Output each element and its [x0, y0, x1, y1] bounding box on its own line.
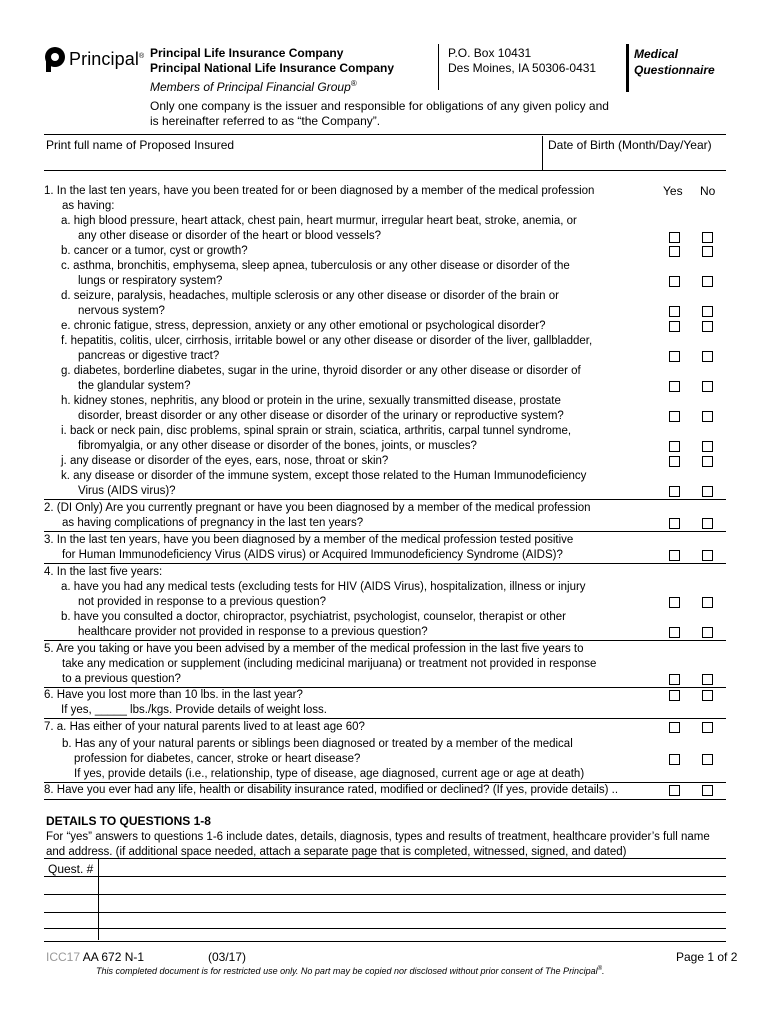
question-q1f-line-1: f. hepatitis, colitis, ulcer, cirrhosis, irritable bowel or any other disease or disorder of the liver, gallbladder, [61, 335, 593, 347]
question-q1a [44, 214, 656, 244]
question-q5-line-3: to a previous question? [62, 673, 181, 685]
question-q1i [44, 424, 656, 454]
q1j-no-checkbox[interactable] [702, 456, 713, 467]
question-q6 [44, 688, 656, 703]
q1h-no-checkbox[interactable] [702, 411, 713, 422]
q4a-yes-checkbox[interactable] [669, 597, 680, 608]
details-instructions: For “yes” answers to questions 1-6 include dates, details, diagnosis, types and results of treatment, healthcare provider’s full name and address. (if additional space needed, attach a separate page that is completed, witnessed, signed, and dated) [46, 831, 710, 858]
question-q1a-line-1: a. high blood pressure, heart attack, chest pain, heart murmur, irregular heart beat, stroke, anemia, or [61, 215, 577, 227]
date-of-birth-field[interactable] [545, 152, 725, 170]
q5-yes-checkbox[interactable] [669, 674, 680, 685]
q1i-no-checkbox[interactable] [702, 441, 713, 452]
question-q1d-line-2: nervous system? [78, 305, 165, 317]
question-q1i-line-1: i. back or neck pain, disc problems, spinal sprain or strain, sciatica, arthritis, carpal tunnel syndrome, [61, 425, 572, 437]
company-line-2: Principal National Life Insurance Company [150, 61, 395, 75]
issuer-note: Only one company is the issuer and responsible for obligations of any given policy and is hereinafter referred to as “the Company”. [150, 99, 609, 128]
question-q4-line-1: 4. In the last five years: [44, 566, 163, 578]
question-q4b-line-1: b. have you consulted a doctor, chiropractor, psychiatrist, psychologist, counselor, therapist or other [61, 611, 566, 623]
logo-wordmark: Principal® [69, 48, 145, 69]
details-rule-1 [44, 858, 726, 859]
question-rule [44, 718, 726, 719]
question-q1-line-2: as having: [62, 200, 115, 212]
q1c-yes-checkbox[interactable] [669, 276, 680, 287]
proposed-insured-label: Print full name of Proposed Insured [46, 138, 235, 152]
q3-yes-checkbox[interactable] [669, 550, 680, 561]
form-code-prefix: ICC17 [46, 950, 81, 964]
question-q1d [44, 289, 656, 319]
q1h-yes-checkbox[interactable] [669, 411, 680, 422]
rule-top [44, 134, 726, 135]
question-q1b [44, 244, 656, 259]
question-q1e [44, 319, 656, 334]
question-q4a-line-2: not provided in response to a previous question? [78, 596, 327, 608]
principal-logo [44, 46, 144, 72]
dob-label: Date of Birth (Month/Day/Year) [548, 138, 712, 152]
question-q6d [44, 703, 656, 718]
q1k-no-checkbox[interactable] [702, 486, 713, 497]
name-dob-divider [542, 136, 543, 170]
question-q3-line-1: 3. In the last ten years, have you been diagnosed by a member of the medical profession tested positive [44, 534, 574, 546]
question-q1j-line-1: j. any disease or disorder of the eyes, ears, nose, throat or skin? [61, 455, 389, 467]
question-q1b-line-1: b. cancer or a tumor, cyst or growth? [61, 245, 248, 257]
header-divider [438, 44, 439, 90]
question-q1k [44, 469, 656, 499]
q1d-yes-checkbox[interactable] [669, 306, 680, 317]
q1e-yes-checkbox[interactable] [669, 321, 680, 332]
question-q5-line-2: take any medication or supplement (including medicinal marijuana) or treatment not provided in response [62, 658, 597, 670]
question-q1a-line-2: any other disease or disorder of the heart or blood vessels? [78, 230, 382, 242]
question-rule [44, 531, 726, 532]
no-column-header: No [700, 184, 716, 198]
q1b-no-checkbox[interactable] [702, 246, 713, 257]
question-q7a-line-1: 7. a. Has either of your natural parents lived to at least age 60? [44, 721, 365, 733]
q3-no-checkbox[interactable] [702, 550, 713, 561]
q1f-no-checkbox[interactable] [702, 351, 713, 362]
mailing-address [448, 46, 596, 76]
question-q6-line-1: 6. Have you lost more than 10 lbs. in the last year? [44, 689, 303, 701]
q1a-yes-checkbox[interactable] [669, 232, 680, 243]
question-q7b-line-3: If yes, provide details (i.e., relationship, type of disease, age diagnosed, current age or age at death) [74, 768, 585, 780]
question-q3 [44, 533, 656, 563]
question-rule [44, 499, 726, 500]
q8-yes-checkbox[interactable] [669, 785, 680, 796]
question-q1-line-1: 1. In the last ten years, have you been treated for or been diagnosed by a member of the medical profession [44, 185, 595, 197]
question-rule [44, 640, 726, 641]
question-rule [44, 799, 726, 800]
q6-yes-checkbox[interactable] [669, 690, 680, 701]
q5-no-checkbox[interactable] [702, 674, 713, 685]
question-q3-line-2: for Human Immunodeficiency Virus (AIDS virus) or Acquired Immunodeficiency Syndrome (AIDS)? [62, 549, 563, 561]
question-q1h [44, 394, 656, 424]
form-title [634, 46, 715, 78]
question-q1c-line-2: lungs or respiratory system? [78, 275, 223, 287]
restricted-use-notice: This completed document is for restricted use only. No part may be copied nor disclosed without prior consent of The Principal®. [96, 966, 605, 976]
question-q1c [44, 259, 656, 289]
q1k-yes-checkbox[interactable] [669, 486, 680, 497]
q1a-no-checkbox[interactable] [702, 232, 713, 243]
question-q4a-line-1: a. have you had any medical tests (excluding tests for HIV (AIDS Virus), hospitalization, illness or injury [61, 581, 586, 593]
title-bar [626, 44, 629, 92]
details-entry-area[interactable] [100, 878, 724, 938]
q1j-yes-checkbox[interactable] [669, 456, 680, 467]
question-q1k-line-2: Virus (AIDS virus)? [78, 485, 176, 497]
proposed-insured-name-field[interactable] [44, 152, 541, 170]
page-number: Page 1 of 2 [676, 950, 738, 964]
details-rule-2 [44, 876, 726, 877]
question-q4b-line-2: healthcare provider not provided in response to a previous question? [78, 626, 428, 638]
q4a-no-checkbox[interactable] [702, 597, 713, 608]
address-line-1: P.O. Box 10431 [448, 46, 532, 60]
yes-column-header: Yes [663, 184, 683, 198]
q1f-yes-checkbox[interactable] [669, 351, 680, 362]
question-q1h-line-2: disorder, breast disorder or any other disease or disorder of the urinary or reproductive system? [78, 410, 564, 422]
principal-logo-icon [44, 46, 66, 72]
question-q2-line-2: as having complications of pregnancy in the last ten years? [62, 517, 364, 529]
address-line-2: Des Moines, IA 50306-0431 [448, 61, 597, 75]
q1g-no-checkbox[interactable] [702, 381, 713, 392]
details-title: DETAILS TO QUESTIONS 1-8 [46, 814, 211, 828]
q1i-yes-checkbox[interactable] [669, 441, 680, 452]
question-q6d-line-1: If yes, _____ lbs./kgs. Provide details of weight loss. [61, 704, 327, 716]
question-q8-line-1: 8. Have you ever had any life, health or disability insurance rated, modified or declined? (If yes, provide details) .. [44, 784, 619, 796]
question-q1c-line-1: c. asthma, bronchitis, emphysema, sleep apnea, tuberculosis or any other disease or disorder of the [61, 260, 570, 272]
form-title-line-2: Questionnaire [634, 63, 715, 77]
question-q1f [44, 334, 656, 364]
question-q1j [44, 454, 656, 469]
q4b-yes-checkbox[interactable] [669, 627, 680, 638]
q2-no-checkbox[interactable] [702, 518, 713, 529]
q2-yes-checkbox[interactable] [669, 518, 680, 529]
question-q1i-line-2: fibromyalgia, or any other disease or disorder of the bones, joints, or muscles? [78, 440, 477, 452]
question-q7b-line-1: b. Has any of your natural parents or siblings been diagnosed or treated by a member of the medical [62, 738, 573, 750]
question-q1d-line-1: d. seizure, paralysis, headaches, multiple sclerosis or any other disease or disorder of the brain or [61, 290, 559, 302]
question-q5-line-1: 5. Are you taking or have you been advised by a member of the medical profession in the last five years to [44, 643, 584, 655]
question-q2 [44, 501, 656, 531]
q7b-no-checkbox[interactable] [702, 754, 713, 765]
form-code-number: AA 672 N-1 [82, 950, 145, 964]
question-q1g [44, 364, 656, 394]
company-line-1: Principal Life Insurance Company [150, 46, 344, 60]
question-q7b-line-2: profession for diabetes, cancer, stroke or heart disease? [74, 753, 361, 765]
form-code [46, 950, 144, 964]
question-q1e-line-1: e. chronic fatigue, stress, depression, anxiety or any other emotional or psychological disorder? [61, 320, 546, 332]
question-q4a [44, 580, 656, 610]
question-q8 [44, 783, 656, 798]
q6-no-checkbox[interactable] [702, 690, 713, 701]
question-q4 [44, 565, 656, 580]
rule-name-bottom [44, 170, 726, 171]
q1g-yes-checkbox[interactable] [669, 381, 680, 392]
question-rule [44, 563, 726, 564]
question-q1h-line-1: h. kidney stones, nephritis, any blood or protein in the urine, sexually transmitted disease, prostate [61, 395, 561, 407]
q1b-yes-checkbox[interactable] [669, 246, 680, 257]
question-q1f-line-2: pancreas or digestive tract? [78, 350, 220, 362]
quest-number-label: Quest. # [48, 862, 94, 876]
q1e-no-checkbox[interactable] [702, 321, 713, 332]
q7b-yes-checkbox[interactable] [669, 754, 680, 765]
question-q1g-line-2: the glandular system? [78, 380, 191, 392]
q1d-no-checkbox[interactable] [702, 306, 713, 317]
details-rule-6 [44, 941, 726, 942]
company-line-3: Members of Principal Financial Group® [150, 79, 357, 94]
question-q1 [44, 184, 656, 214]
question-q1g-line-1: g. diabetes, borderline diabetes, sugar in the urine, thyroid disorder or any other disease or disorder of [61, 365, 581, 377]
form-date: (03/17) [208, 950, 247, 964]
question-q7a [44, 720, 656, 735]
question-q4b [44, 610, 656, 640]
q7a-yes-checkbox[interactable] [669, 722, 680, 733]
question-q2-line-1: 2. (DI Only) Are you currently pregnant or have you been diagnosed by a member of the medical profession [44, 502, 591, 514]
q1c-no-checkbox[interactable] [702, 276, 713, 287]
q8-no-checkbox[interactable] [702, 785, 713, 796]
question-q7b [44, 737, 656, 782]
form-title-line-1: Medical [634, 47, 679, 61]
question-q5 [44, 642, 656, 687]
q7a-no-checkbox[interactable] [702, 722, 713, 733]
question-q1k-line-1: k. any disease or disorder of the immune system, except those related to the Human Immunodeficiency [61, 470, 587, 482]
q4b-no-checkbox[interactable] [702, 627, 713, 638]
